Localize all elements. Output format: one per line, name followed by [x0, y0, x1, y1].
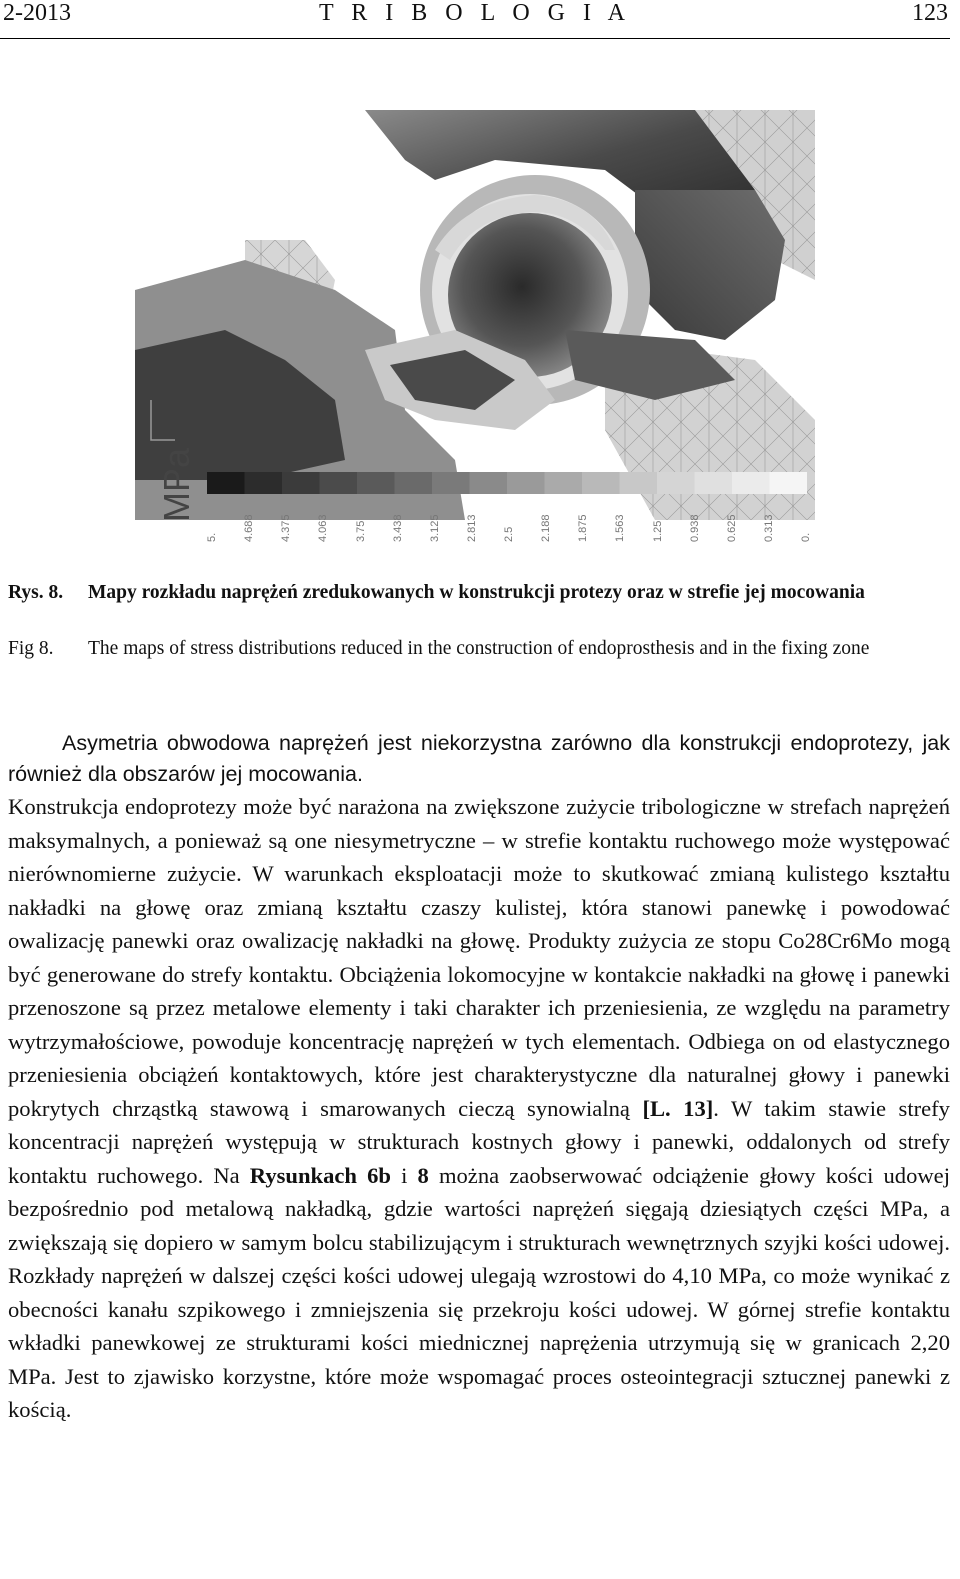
colour-scale-bar	[207, 472, 807, 494]
scale-tick-label: 3.75	[354, 520, 367, 542]
page-number: 123	[912, 0, 948, 26]
scale-tick-label: 0.	[800, 532, 812, 542]
para-text-b: . W takim stawie strefy koncentracji naprężeń występują w strukturach kostnych głowy i panewki, oddalonych od strefy kontaktu ruchowego. Na	[8, 1095, 950, 1188]
scale-tick-label: 1.25	[651, 520, 664, 542]
scale-tick-label: 1.563	[614, 514, 627, 542]
scale-tick-label: 3.438	[391, 514, 404, 542]
scale-tick-label: 4.375	[280, 514, 293, 542]
scale-tick-label: 0.313	[762, 514, 775, 542]
scale-swatch	[395, 472, 433, 494]
scale-tick-label: 3.125	[428, 514, 441, 542]
scale-swatch	[282, 472, 320, 494]
scale-swatch	[770, 472, 808, 494]
scale-swatch	[432, 472, 470, 494]
para-text-d: można zaobserwować odciążenie głowy kości udowej bezpośrednio pod metalową nakładką, gdzie wartości naprężeń sięgają dziesiątych części MPa, a zwiększają się dopiero w samym bolcu stabilizującym i strukturach wewnętrznych szyjki kości udowej. Rozkłady naprężeń w dalszej części kości udowej ulegają wzrostowi do 4,10 MPa, co może wynikać z obecności kanału szpikowego i zmniejszenia się przekroju kości udowej. W górnej strefie kontaktu wkładki panewkowej ze strukturami kości miednicznej naprężenia utrzymują się w granicach 2,20 MPa. Jest to zjawisko korzystne, które może wspomagać proces osteointegracji sztucznej panewki z kością.	[8, 1162, 950, 1422]
caption-label-english: Fig 8.	[8, 638, 54, 659]
scale-swatch	[470, 472, 508, 494]
reference-citation[interactable]: [L. 13]	[642, 1095, 714, 1121]
scale-swatch	[620, 472, 658, 494]
scale-tick-label: 0.938	[688, 514, 701, 542]
scale-tick-label: 2.188	[540, 514, 553, 542]
scale-tick-label: 2.813	[465, 514, 478, 542]
scale-swatch	[320, 472, 358, 494]
scale-swatch	[245, 472, 283, 494]
scale-swatch	[732, 472, 770, 494]
running-header	[0, 0, 950, 39]
scale-tick-label: 4.063	[317, 514, 330, 542]
issue-number: 2-2013	[3, 0, 71, 26]
scale-swatch	[357, 472, 395, 494]
caption-text-english: The maps of stress distributions reduced in the construction of endoprosthesis and in the fixing zone	[88, 638, 870, 659]
body-paragraph-intro: Asymetria obwodowa naprężeń jest niekorzystna zarówno dla konstrukcji endoprotezy, jak również dla obszarów jej mocowania.	[8, 731, 950, 786]
caption-label-polish: Rys. 8.	[8, 582, 64, 603]
figure-reference-8[interactable]: 8	[417, 1162, 429, 1188]
scale-swatch	[695, 472, 733, 494]
scale-unit-label: MPa	[156, 447, 197, 522]
scale-swatch	[545, 472, 583, 494]
scale-tick-label: 1.875	[577, 514, 590, 542]
scale-swatch	[507, 472, 545, 494]
scale-tick-label: 4.688	[243, 514, 256, 542]
scale-swatch	[657, 472, 695, 494]
scale-ticks	[206, 506, 812, 546]
scale-swatch	[582, 472, 620, 494]
stress-map-figure	[135, 100, 815, 560]
para-text-c: i	[401, 1162, 408, 1188]
scale-tick-label: 5.	[206, 532, 218, 542]
journal-title: T R I B O L O G I A	[319, 0, 631, 26]
body-paragraph-main	[8, 790, 950, 1427]
scale-tick-label: 2.5	[503, 526, 515, 542]
figure-reference-6b[interactable]: Rysunkach 6b	[249, 1162, 391, 1188]
caption-text-polish: Mapy rozkładu naprężeń zredukowanych w konstrukcji protezy oraz w strefie jej mocowania	[88, 582, 865, 603]
scale-tick-label: 0.625	[725, 514, 738, 542]
para-text-a: Konstrukcja endoprotezy może być narażona na zwiększone zużycie tribologiczne w strefach naprężeń maksymalnych, a ponieważ są one niesymetryczne – w strefie kontaktu ruchowego może występować nierównomierne zużycie. W warunkach eksploatacji może to skutkować zmianą kulistego kształtu nakładki na głowę oraz zmianą kształtu czaszy kulistej, która stanowi panewkę i powodować owalizację panewki oraz owalizację nakładki na głowę. Produkty zużycia ze stopu Co28Cr6Mo mogą być generowane do strefy kontaktu. Obciążenia lokomocyjne w kontakcie nakładki na głowę i panewki przenoszone są przez metalowe elementy i taki charakter ich przeniesienia, ze względu na parametry wytrzymałościowe, powoduje koncentrację naprężeń w tych elementach. Odbiega on od elastycznego przeniesienia obciążeń kontaktowych, które jest charakterystyczne dla naturalnej głowy i panewki pokrytych chrząstką stawową i smarowanych cieczą synowialną	[8, 794, 950, 1121]
